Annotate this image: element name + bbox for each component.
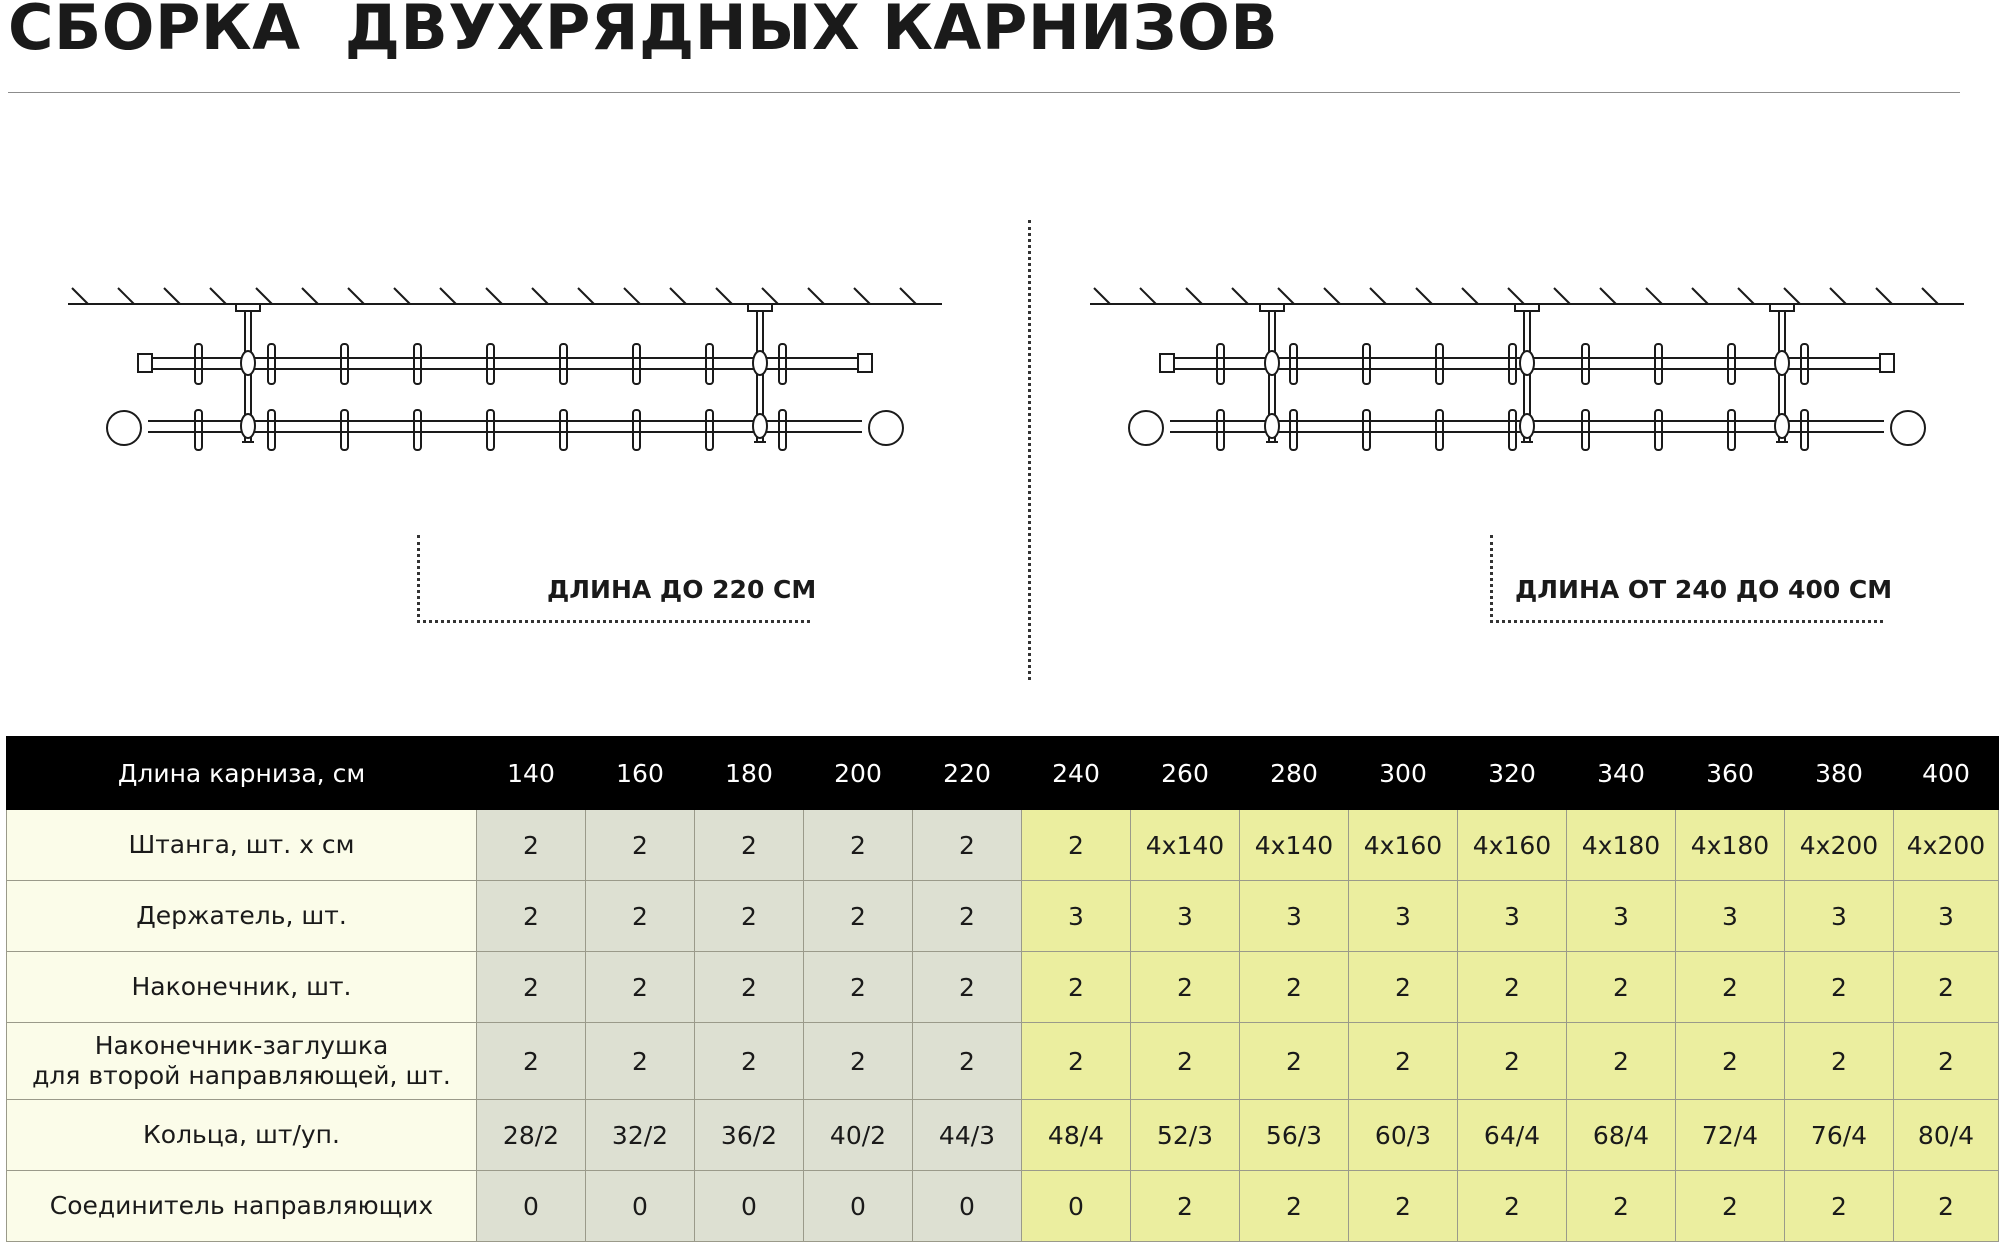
finial xyxy=(1129,411,1163,445)
curtain-ring xyxy=(706,344,713,384)
table-cell: 2 xyxy=(1131,952,1240,1023)
ceiling-hatch xyxy=(1140,288,1156,304)
row-label-line: Наконечник-заглушка xyxy=(94,1031,389,1060)
ceiling-hatch xyxy=(118,288,134,304)
table-cell: 0 xyxy=(804,1171,913,1242)
table-cell: 2 xyxy=(1676,952,1785,1023)
curtain-ring xyxy=(268,344,275,384)
table-cell: 2 xyxy=(1022,810,1131,881)
ceiling-hatch xyxy=(1784,288,1800,304)
ceiling-hatch xyxy=(1600,288,1616,304)
table-cell: 48/4 xyxy=(1022,1100,1131,1171)
curtain-ring xyxy=(560,344,567,384)
row-label xyxy=(7,1023,477,1100)
ceiling-hatch xyxy=(72,288,88,304)
table-cell: 60/3 xyxy=(1349,1100,1458,1171)
table-cell: 56/3 xyxy=(1240,1100,1349,1171)
ceiling-hatch xyxy=(1324,288,1340,304)
table-cell: 2 xyxy=(477,1023,586,1100)
ceiling-hatch xyxy=(1830,288,1846,304)
table-cell: 36/2 xyxy=(695,1100,804,1171)
table-cell: 68/4 xyxy=(1567,1100,1676,1171)
curtain-ring xyxy=(1509,344,1516,384)
table-cell: 2 xyxy=(1676,1023,1785,1100)
table-cell: 2 xyxy=(913,1023,1022,1100)
ceiling-hatch xyxy=(578,288,594,304)
curtain-ring xyxy=(1363,344,1370,384)
table-cell: 2 xyxy=(586,881,695,952)
curtain-ring xyxy=(1655,344,1662,384)
header-length: 300 xyxy=(1349,737,1458,810)
curtain-ring xyxy=(706,410,713,450)
curtain-ring xyxy=(1217,344,1224,384)
header-length: 280 xyxy=(1240,737,1349,810)
ceiling-hatch xyxy=(900,288,916,304)
title-divider xyxy=(8,92,1960,93)
table-cell: 3 xyxy=(1894,881,1999,952)
table-cell: 2 xyxy=(1349,1023,1458,1100)
finial xyxy=(869,411,903,445)
table-cell: 4х200 xyxy=(1894,810,1999,881)
caption-length-long: ДЛИНА ОТ 240 ДО 400 СМ xyxy=(1515,575,1893,604)
header-length: 400 xyxy=(1894,737,1999,810)
table-cell: 2 xyxy=(804,810,913,881)
ceiling-hatch xyxy=(302,288,318,304)
diagram-two-row-long xyxy=(1082,260,1982,480)
curtain-ring xyxy=(487,344,494,384)
curtain-ring xyxy=(633,344,640,384)
table-cell: 2 xyxy=(586,1023,695,1100)
table-cell: 3 xyxy=(1676,881,1785,952)
table-cell: 52/3 xyxy=(1131,1100,1240,1171)
table-cell: 2 xyxy=(1567,1023,1676,1100)
table-cell: 2 xyxy=(1894,952,1999,1023)
table-cell: 80/4 xyxy=(1894,1100,1999,1171)
header-length: 240 xyxy=(1022,737,1131,810)
table-row xyxy=(7,881,1999,952)
ceiling-hatch xyxy=(1232,288,1248,304)
table-cell: 2 xyxy=(1567,952,1676,1023)
table-cell: 2 xyxy=(1785,952,1894,1023)
row-label: Соединитель направляющих xyxy=(7,1171,477,1242)
table-cell: 4х180 xyxy=(1676,810,1785,881)
table-row xyxy=(7,1023,1999,1100)
ceiling-hatch xyxy=(440,288,456,304)
page-title: СБОРКА ДВУХРЯДНЫХ КАРНИЗОВ xyxy=(8,0,1279,64)
table-header-row xyxy=(7,737,1999,810)
curtain-ring xyxy=(1801,344,1808,384)
table-row xyxy=(7,952,1999,1023)
ceiling-hatch xyxy=(348,288,364,304)
row-label: Штанга, шт. х см xyxy=(7,810,477,881)
ceiling-hatch xyxy=(808,288,824,304)
table-cell: 2 xyxy=(1567,1171,1676,1242)
bracket-clamp xyxy=(1520,351,1534,375)
ceiling-hatch xyxy=(624,288,640,304)
table-cell: 2 xyxy=(1894,1171,1999,1242)
header-length: 320 xyxy=(1458,737,1567,810)
table-cell: 4х160 xyxy=(1349,810,1458,881)
row-label: Держатель, шт. xyxy=(7,881,477,952)
table-cell: 2 xyxy=(1785,1171,1894,1242)
ceiling-hatch xyxy=(1692,288,1708,304)
bracket-mount xyxy=(1515,304,1539,311)
table-cell: 0 xyxy=(913,1171,1022,1242)
header-length: 200 xyxy=(804,737,913,810)
curtain-ring xyxy=(1217,410,1224,450)
curtain-ring xyxy=(341,344,348,384)
table-cell: 40/2 xyxy=(804,1100,913,1171)
curtain-ring xyxy=(1509,410,1516,450)
curtain-ring xyxy=(414,410,421,450)
curtain-ring xyxy=(268,410,275,450)
table-cell: 3 xyxy=(1022,881,1131,952)
ceiling-hatch xyxy=(1508,288,1524,304)
table-cell: 44/3 xyxy=(913,1100,1022,1171)
ceiling-hatch xyxy=(1554,288,1570,304)
upper-rod-end-cap xyxy=(858,354,872,372)
ceiling-hatch xyxy=(1738,288,1754,304)
curtain-ring xyxy=(1363,410,1370,450)
curtain-ring xyxy=(779,410,786,450)
table-cell: 2 xyxy=(1894,1023,1999,1100)
table-cell: 64/4 xyxy=(1458,1100,1567,1171)
bracket-clamp xyxy=(1265,414,1279,438)
header-length: 220 xyxy=(913,737,1022,810)
curtain-ring xyxy=(1655,410,1662,450)
ceiling-hatch xyxy=(762,288,778,304)
table-cell: 2 xyxy=(695,1023,804,1100)
table-cell: 2 xyxy=(804,1023,913,1100)
finial xyxy=(1891,411,1925,445)
row-label-line: для второй направляющей, шт. xyxy=(32,1061,451,1090)
table-cell: 0 xyxy=(477,1171,586,1242)
table-cell: 0 xyxy=(1022,1171,1131,1242)
table-cell: 2 xyxy=(477,810,586,881)
header-length: 340 xyxy=(1567,737,1676,810)
table-cell: 3 xyxy=(1240,881,1349,952)
table-cell: 2 xyxy=(1458,1171,1567,1242)
spec-table xyxy=(6,736,1999,1242)
table-cell: 2 xyxy=(1676,1171,1785,1242)
table-cell: 32/2 xyxy=(586,1100,695,1171)
curtain-ring xyxy=(341,410,348,450)
table-cell: 28/2 xyxy=(477,1100,586,1171)
upper-rod-end-cap xyxy=(1880,354,1894,372)
diagram-two-row-short xyxy=(60,260,960,480)
ceiling-hatch xyxy=(1876,288,1892,304)
table-cell: 2 xyxy=(804,952,913,1023)
table-cell: 2 xyxy=(1022,952,1131,1023)
bracket-clamp xyxy=(753,351,767,375)
ceiling-hatch xyxy=(1416,288,1432,304)
caption-bracket-right xyxy=(1490,535,1893,623)
table-cell: 4х140 xyxy=(1131,810,1240,881)
table-cell: 2 xyxy=(1022,1023,1131,1100)
table-cell: 2 xyxy=(695,881,804,952)
table-cell: 2 xyxy=(1131,1171,1240,1242)
ceiling-hatch xyxy=(486,288,502,304)
table-cell: 3 xyxy=(1458,881,1567,952)
table-cell: 0 xyxy=(695,1171,804,1242)
header-length: 160 xyxy=(586,737,695,810)
table-row xyxy=(7,1171,1999,1242)
bracket-clamp xyxy=(1775,351,1789,375)
ceiling-hatch xyxy=(1462,288,1478,304)
table-row xyxy=(7,810,1999,881)
header-length: 380 xyxy=(1785,737,1894,810)
curtain-ring xyxy=(195,344,202,384)
ceiling-hatch xyxy=(532,288,548,304)
table-cell: 2 xyxy=(1131,1023,1240,1100)
caption-bracket-left xyxy=(417,535,817,623)
header-length: 260 xyxy=(1131,737,1240,810)
upper-rod-end-cap xyxy=(138,354,152,372)
ceiling-hatch xyxy=(670,288,686,304)
curtain-ring xyxy=(195,410,202,450)
table-cell: 2 xyxy=(695,952,804,1023)
bracket-mount xyxy=(1260,304,1284,311)
bracket-clamp xyxy=(1520,414,1534,438)
curtain-ring xyxy=(487,410,494,450)
table-cell: 2 xyxy=(477,881,586,952)
header-length: 140 xyxy=(477,737,586,810)
table-cell: 2 xyxy=(913,810,1022,881)
ceiling-hatch xyxy=(1186,288,1202,304)
bracket-mount xyxy=(236,304,260,311)
table-cell: 2 xyxy=(913,881,1022,952)
table-cell: 3 xyxy=(1349,881,1458,952)
curtain-ring xyxy=(1436,410,1443,450)
ceiling-hatch xyxy=(1094,288,1110,304)
bracket-mount xyxy=(1770,304,1794,311)
curtain-ring xyxy=(633,410,640,450)
table-cell: 2 xyxy=(1240,952,1349,1023)
ceiling-hatch xyxy=(1922,288,1938,304)
curtain-ring xyxy=(414,344,421,384)
header-length: 180 xyxy=(695,737,804,810)
upper-rod-end-cap xyxy=(1160,354,1174,372)
table-cell: 2 xyxy=(1240,1171,1349,1242)
curtain-ring xyxy=(1728,344,1735,384)
row-label: Кольца, шт/уп. xyxy=(7,1100,477,1171)
ceiling-hatch xyxy=(716,288,732,304)
bracket-clamp xyxy=(1775,414,1789,438)
table-row xyxy=(7,1100,1999,1171)
table-cell: 4х160 xyxy=(1458,810,1567,881)
table-cell: 2 xyxy=(1458,1023,1567,1100)
table-cell: 2 xyxy=(477,952,586,1023)
row-label: Наконечник, шт. xyxy=(7,952,477,1023)
center-divider xyxy=(1028,220,1031,680)
bracket-mount xyxy=(748,304,772,311)
ceiling-hatch xyxy=(210,288,226,304)
table-cell: 2 xyxy=(1240,1023,1349,1100)
table-cell: 3 xyxy=(1131,881,1240,952)
bracket-clamp xyxy=(1265,351,1279,375)
ceiling-hatch xyxy=(854,288,870,304)
finial xyxy=(107,411,141,445)
curtain-ring xyxy=(1582,410,1589,450)
table-cell: 2 xyxy=(1349,1171,1458,1242)
table-cell: 2 xyxy=(586,810,695,881)
table-cell: 2 xyxy=(913,952,1022,1023)
curtain-ring xyxy=(1290,410,1297,450)
curtain-ring xyxy=(1436,344,1443,384)
table-cell: 0 xyxy=(586,1171,695,1242)
table-cell: 76/4 xyxy=(1785,1100,1894,1171)
table-cell: 2 xyxy=(695,810,804,881)
header-label: Длина карниза, см xyxy=(7,737,477,810)
ceiling-hatch xyxy=(164,288,180,304)
ceiling-hatch xyxy=(1278,288,1294,304)
curtain-ring xyxy=(1290,344,1297,384)
curtain-ring xyxy=(560,410,567,450)
curtain-ring xyxy=(1582,344,1589,384)
curtain-ring xyxy=(1728,410,1735,450)
ceiling-hatch xyxy=(1646,288,1662,304)
curtain-ring xyxy=(1801,410,1808,450)
table-cell: 2 xyxy=(1785,1023,1894,1100)
table-cell: 3 xyxy=(1567,881,1676,952)
ceiling-hatch xyxy=(1370,288,1386,304)
table-cell: 2 xyxy=(1458,952,1567,1023)
table-cell: 2 xyxy=(804,881,913,952)
table-cell: 4х140 xyxy=(1240,810,1349,881)
bracket-clamp xyxy=(241,414,255,438)
ceiling-hatch xyxy=(394,288,410,304)
table-cell: 3 xyxy=(1785,881,1894,952)
bracket-clamp xyxy=(241,351,255,375)
header-length: 360 xyxy=(1676,737,1785,810)
table-cell: 4х200 xyxy=(1785,810,1894,881)
curtain-ring xyxy=(779,344,786,384)
table-cell: 4х180 xyxy=(1567,810,1676,881)
bracket-clamp xyxy=(753,414,767,438)
caption-length-short: ДЛИНА ДО 220 СМ xyxy=(547,575,817,604)
ceiling-hatch xyxy=(256,288,272,304)
table-cell: 2 xyxy=(1349,952,1458,1023)
table-cell: 72/4 xyxy=(1676,1100,1785,1171)
table-cell: 2 xyxy=(586,952,695,1023)
